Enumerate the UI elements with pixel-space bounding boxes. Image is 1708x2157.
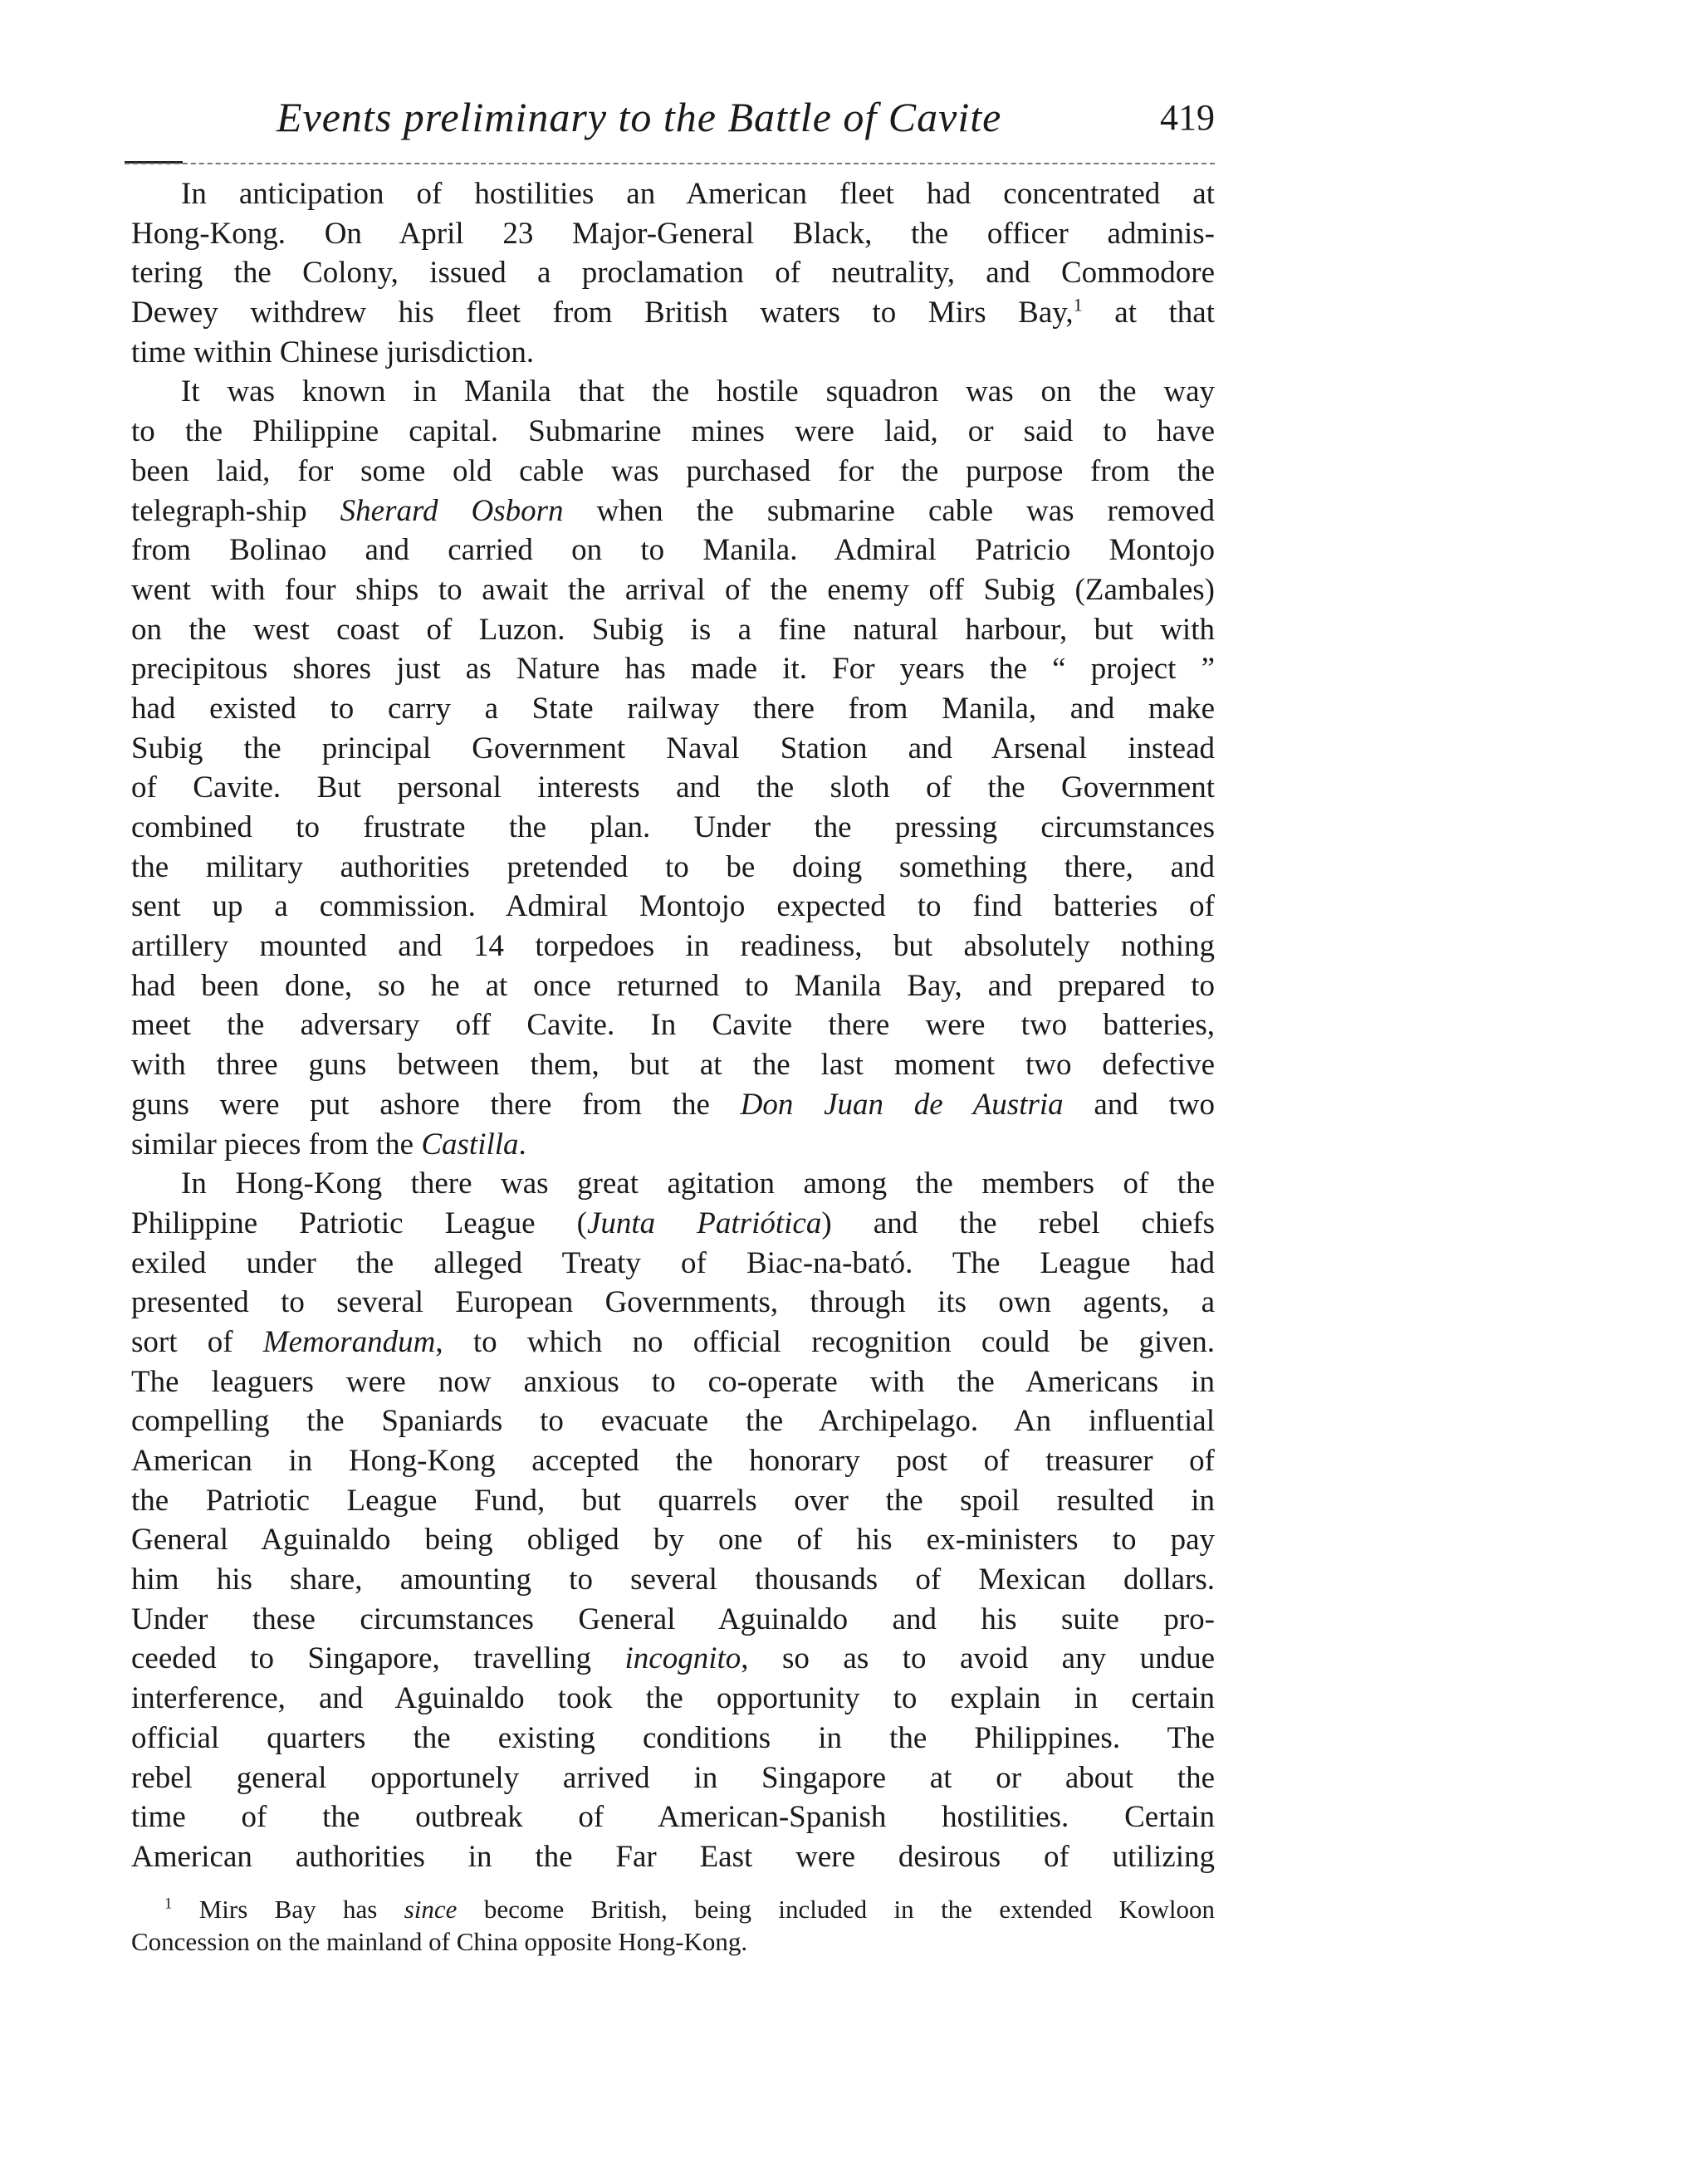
text-run: sent up a commission. Admiral Montojo expected to find batteries of — [131, 889, 1215, 924]
text-line — [131, 927, 1215, 966]
header-rule — [125, 163, 1215, 164]
text-run: interference, and Aguinaldo took the opportunity to explain in certain — [131, 1681, 1215, 1716]
text-run: similar pieces from the — [131, 1127, 422, 1162]
text-line — [131, 452, 1215, 492]
text-run: been laid, for some old cable was purchased for the purpose from the — [131, 453, 1215, 488]
text-line — [131, 1323, 1215, 1362]
italic-text: incognito — [624, 1641, 741, 1676]
text-run: ) and the rebel chiefs — [821, 1206, 1215, 1240]
text-run: combined to frustrate the plan. Under the pressing circumstances — [131, 810, 1215, 844]
text-line — [131, 848, 1215, 888]
text-line — [131, 1837, 1215, 1877]
text-line — [131, 1005, 1215, 1045]
italic-text: Castilla — [421, 1127, 519, 1162]
text-run: American authorities in the Far East were desirous of utilizing — [131, 1839, 1215, 1874]
text-run: Under these circumstances General Aguinaldo and his suite pro- — [131, 1602, 1215, 1636]
text-line — [131, 1045, 1215, 1085]
text-run: went with four ships to await the arrival of the enemy off Subig (Zambales) — [131, 572, 1215, 607]
text-line — [131, 253, 1215, 293]
text-run: exiled under the alleged Treaty of Biac-na-bató. The League had — [131, 1245, 1215, 1280]
italic-text: Sherard Osborn — [340, 493, 564, 528]
text-line — [131, 1244, 1215, 1284]
text-line — [131, 1401, 1215, 1441]
italic-text: Memorandum — [262, 1324, 436, 1359]
text-run: General Aguinaldo being obliged by one of his ex-ministers to pay — [131, 1523, 1215, 1558]
text-run: time of the outbreak of American-Spanish hostilities. Certain — [131, 1800, 1215, 1835]
italic-text: Junta Patriótica — [586, 1206, 822, 1240]
text-line — [131, 570, 1215, 610]
text-line — [131, 372, 1215, 412]
text-line — [131, 808, 1215, 848]
body-text — [131, 174, 1215, 1877]
text-run: of Cavite. But personal interests and the sloth of the Government — [131, 770, 1215, 805]
text-line — [131, 1798, 1215, 1837]
italic-text: since — [404, 1895, 458, 1924]
text-run: American in Hong-Kong accepted the honorary post of treasurer of — [131, 1444, 1215, 1478]
text-line — [131, 492, 1215, 531]
text-run: , to which no official recognition could be given. — [435, 1324, 1215, 1359]
text-line — [131, 1204, 1215, 1244]
text-run: had been done, so he at once returned to Manila Bay, and prepared to — [131, 968, 1215, 1003]
text-run: when the submarine cable was removed — [563, 493, 1215, 528]
text-line — [131, 689, 1215, 729]
paragraph — [131, 372, 1215, 1164]
italic-text: Don Juan de Austria — [740, 1087, 1064, 1122]
text-run: ceeded to Singapore, travelling — [131, 1641, 625, 1676]
page-number: 419 — [1160, 97, 1215, 138]
text-run: guns were put ashore there from the — [131, 1087, 741, 1122]
text-run: sort of — [131, 1324, 263, 1359]
text-run: Subig the principal Government Naval Station and Arsenal instead — [131, 731, 1215, 765]
text-line — [131, 1560, 1215, 1600]
text-run: with three guns between them, but at the last moment two defective — [131, 1048, 1215, 1083]
text-line — [131, 531, 1215, 570]
text-run: the military authorities pretended to be doing something there, and — [131, 849, 1215, 884]
running-title: Events preliminary to the Battle of Cavite — [277, 94, 1002, 140]
text-run: artillery mounted and 14 torpedoes in readiness, but absolutely nothing — [131, 929, 1215, 964]
text-run: the Patriotic League Fund, but quarrels over the spoil resulted in — [131, 1483, 1215, 1518]
text-run: Mirs Bay has — [172, 1895, 404, 1924]
text-run: on the west coast of Luzon. Subig is a fine natural harbour, but with — [131, 612, 1215, 647]
text-run: meet the adversary off Cavite. In Cavite there were two batteries, — [131, 1008, 1215, 1043]
text-line — [131, 649, 1215, 689]
text-line — [131, 610, 1215, 650]
text-line — [131, 293, 1215, 333]
text-run: time within Chinese jurisdiction. — [131, 335, 535, 369]
text-line — [131, 1679, 1215, 1719]
text-line — [131, 1600, 1215, 1640]
footnote-marker: 1 — [1073, 294, 1083, 315]
text-run: telegraph-ship — [131, 493, 340, 528]
text-run: Philippine Patriotic League ( — [131, 1206, 587, 1240]
text-line — [131, 1125, 1215, 1165]
paragraph — [131, 1164, 1215, 1876]
text-run: become British, being included in the extended Kowloon — [457, 1895, 1216, 1924]
text-run: The leaguers were now anxious to co-operate with the Americans in — [131, 1364, 1215, 1399]
text-line — [131, 887, 1215, 927]
footnote-line — [131, 1925, 1215, 1958]
text-run: . — [518, 1127, 526, 1162]
text-line — [131, 174, 1215, 214]
text-line — [131, 1520, 1215, 1560]
text-run: and two — [1063, 1087, 1215, 1122]
text-run: compelling the Spaniards to evacuate the Archipelago. An influential — [131, 1404, 1215, 1439]
text-line — [131, 729, 1215, 769]
text-run: had existed to carry a State railway there from Manila, and make — [131, 691, 1215, 726]
text-run: him his share, amounting to several thousands of Mexican dollars. — [131, 1563, 1215, 1597]
text-run: tering the Colony, issued a proclamation of neutrality, and Commodore — [131, 256, 1215, 291]
text-line — [131, 1719, 1215, 1758]
text-line — [131, 1362, 1215, 1402]
text-line — [131, 1441, 1215, 1481]
text-line — [131, 1085, 1215, 1125]
text-run: at that — [1082, 296, 1215, 330]
text-run: , so as to avoid any undue — [741, 1641, 1216, 1676]
text-run: In Hong-Kong there was great agitation among the members of the — [181, 1167, 1215, 1201]
text-run: Concession on the mainland of China opposite Hong-Kong. — [131, 1927, 748, 1956]
text-line — [131, 412, 1215, 452]
text-run: precipitous shores just as Nature has made it. For years the “ project ” — [131, 652, 1215, 687]
text-run: from Bolinao and carried on to Manila. Admiral Patricio Montojo — [131, 533, 1215, 568]
footnote-line — [131, 1893, 1215, 1925]
footnotes — [131, 1893, 1215, 1958]
text-run: It was known in Manila that the hostile squadron was on the way — [181, 374, 1215, 409]
text-run: Dewey withdrew his fleet from British waters to Mirs Bay, — [131, 296, 1074, 330]
text-run: to the Philippine capital. Submarine mines were laid, or said to have — [131, 414, 1215, 449]
running-header — [131, 93, 1215, 151]
text-run: rebel general opportunely arrived in Singapore at or about the — [131, 1760, 1215, 1795]
paragraph — [131, 174, 1215, 372]
text-line — [131, 1758, 1215, 1798]
text-line — [131, 1164, 1215, 1204]
text-line — [131, 1639, 1215, 1679]
text-line — [131, 768, 1215, 808]
text-run: In anticipation of hostilities an American fleet had concentrated at — [181, 177, 1215, 211]
text-line — [131, 214, 1215, 254]
text-run: presented to several European Governments, through its own agents, a — [131, 1285, 1215, 1320]
text-line — [131, 1283, 1215, 1323]
text-line — [131, 1481, 1215, 1521]
text-line — [131, 966, 1215, 1006]
text-line — [131, 333, 1215, 373]
footnote-marker: 1 — [164, 1895, 173, 1913]
text-run: Hong-Kong. On April 23 Major-General Black, the officer adminis- — [131, 216, 1215, 251]
text-run: official quarters the existing conditions in the Philippines. The — [131, 1720, 1215, 1755]
